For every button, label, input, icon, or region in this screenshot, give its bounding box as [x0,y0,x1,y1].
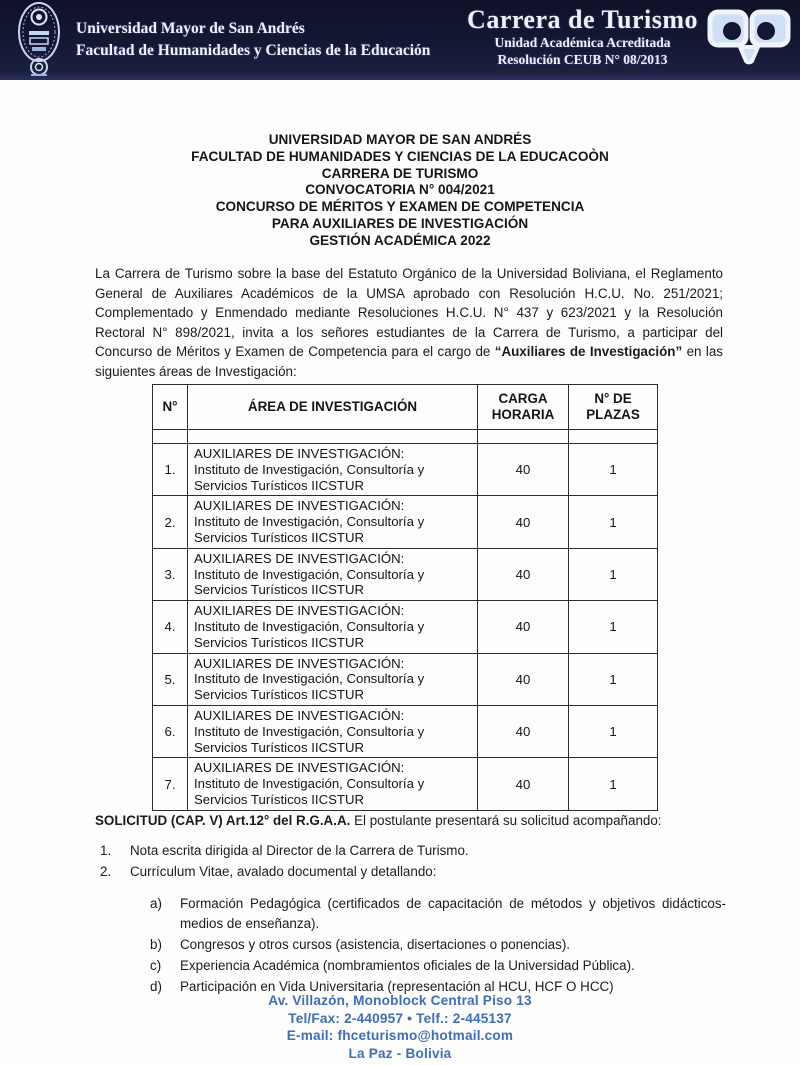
umsa-seal-icon [16,1,62,79]
table-row [153,444,658,496]
table-empty-row [153,430,658,444]
banner-carrera-title: Carrera de Turismo [467,5,698,34]
intro-bold-text: “Auxiliares de Investigación” [494,344,683,360]
banner-resolucion-label: Resolución CEUB N° 08/2013 [497,52,668,67]
sub-requirement-text: Congresos y otros cursos (asistencia, disertaciones o ponencias). [180,937,571,952]
carga-cell: 40 [478,705,569,757]
requirement-item [100,841,724,862]
area-cell: AUXILIARES DE INVESTIGACIÓN: Instituto de Investigación, Consultoría y Servicios Turísticos IICSTUR [188,601,478,653]
table-header-row [153,385,658,430]
carga-cell: 40 [478,653,569,705]
title-line: CONCURSO DE MÉRITOS Y EXAMEN DE COMPETENCIA [215,199,585,215]
sub-requirement-text: Participación en Vida Universitaria (representación al HCU, HCF O HCC) [180,979,614,994]
row-number: 5. [153,653,188,705]
carga-cell: 40 [478,601,569,653]
title-line: CONVOCATORIA N° 004/2021 [305,182,495,198]
header-banner [0,0,800,80]
plazas-cell: 1 [569,548,658,600]
row-number: 4. [153,601,188,653]
vacancies-table [152,384,658,811]
plazas-cell: 1 [569,653,658,705]
footer-phones: Tel/Fax: 2-440957 • Telf.: 2-445137 [288,1010,512,1026]
carga-cell: 40 [478,548,569,600]
col-header-number: N° [153,385,188,430]
table-row [153,705,658,757]
carga-cell: 40 [478,496,569,548]
intro-text-after: en las siguientes áreas de Investigación: [95,344,724,379]
sub-requirement-text: Experiencia Académica (nombramientos oficiales de la Universidad Pública). [180,958,635,973]
plazas-cell: 1 [569,444,658,496]
sub-requirement-marker: c) [150,958,162,973]
sub-requirements-list [150,894,726,998]
title-line: CARRERA DE TURISMO [321,165,479,181]
title-line: UNIVERSIDAD MAYOR DE SAN ANDRÉS [268,132,532,147]
title-line: GESTIÓN ACADÉMICA 2022 [309,232,491,248]
area-cell: AUXILIARES DE INVESTIGACIÓN: Instituto de Investigación, Consultoría y Servicios Turísticos IICSTUR [188,705,478,757]
plazas-cell: 1 [569,758,658,810]
document-title-block [0,132,800,250]
footer-email: E-mail: fhceturismo@hotmail.com [286,1028,514,1043]
title-line: FACULTAD DE HUMANIDADES Y CIENCIAS DE LA EDUCACOÒN [191,148,609,164]
requirements-list [100,841,724,882]
turismo-masks-logo-icon [706,7,792,71]
row-number: 2. [153,496,188,548]
plazas-cell: 1 [569,705,658,757]
col-header-carga: CARGA HORARIA [478,385,569,430]
requirement-marker: 1. [100,843,112,858]
plazas-cell: 1 [569,601,658,653]
carga-cell: 40 [478,758,569,810]
table-row [153,758,658,810]
sub-requirement-marker: b) [150,937,162,952]
footer-city: La Paz - Bolivia [348,1045,452,1061]
intro-text: La Carrera de Turismo sobre la base del Estatuto Orgánico de la Universidad Boliviana, el Reglamento General de Auxiliares Académicos de la UMSA aprobado con Resolución H.C.U. No. 251/2021; Complementado y Enmendado mediante Resoluciones H.C.U. N° 437 y 623/2021 y la Resolución Rectoral N° 898/2021, invita a los señores estudiantes de la Carrera de Turismo, a participar del Concurso de Méritos y Examen de Competencia para el cargo de [95,266,723,360]
sub-requirement-marker: a) [150,896,162,911]
row-number: 6. [153,705,188,757]
row-number: 7. [153,758,188,810]
requirement-item [100,862,724,883]
area-cell: AUXILIARES DE INVESTIGACIÓN: Instituto de Investigación, Consultoría y Servicios Turísticos IICSTUR [188,496,478,548]
row-number: 3. [153,548,188,600]
sub-requirement-text: Formación Pedagógica (certificados de capacitación de métodos y objetivos didácticos-medios de enseñanza). [180,896,726,931]
col-header-plazas: N° DE PLAZAS [569,385,658,430]
table-row [153,601,658,653]
table-row [153,653,658,705]
row-number: 1. [153,444,188,496]
table-row [153,496,658,548]
requirement-text: Nota escrita dirigida al Director de la Carrera de Turismo. [130,843,469,858]
solicitud-heading [95,812,727,830]
area-cell: AUXILIARES DE INVESTIGACIÓN: Instituto de Investigación, Consultoría y Servicios Turísticos IICSTUR [188,758,478,810]
sub-requirement-marker: d) [150,979,162,994]
area-cell: AUXILIARES DE INVESTIGACIÓN: Instituto de Investigación, Consultoría y Servicios Turísticos IICSTUR [188,444,478,496]
banner-faculty-name: Facultad de Humanidades y Ciencias de la Educación [76,42,431,59]
sub-requirement-item [150,894,726,934]
col-header-area: ÁREA DE INVESTIGACIÓN [188,385,478,430]
requirement-marker: 2. [100,863,112,879]
footer-address: Av. Villazón, Monoblock Central Piso 13 [268,993,532,1008]
table-row [153,548,658,600]
sub-requirement-item [150,956,726,976]
requirement-text: Currículum Vitae, avalado documental y detallando: [130,863,437,879]
intro-paragraph [95,264,723,382]
carga-cell: 40 [478,444,569,496]
sub-requirement-item [150,935,726,955]
solicitud-rest-text: El postulante presentará su solicitud acompañando: [350,813,662,828]
banner-unidad-label: Unidad Académica Acreditada [494,35,671,50]
banner-university-name: Universidad Mayor de San Andrés [76,20,305,37]
area-cell: AUXILIARES DE INVESTIGACIÓN: Instituto de Investigación, Consultoría y Servicios Turísticos IICSTUR [188,548,478,600]
area-cell: AUXILIARES DE INVESTIGACIÓN: Instituto de Investigación, Consultoría y Servicios Turísticos IICSTUR [188,653,478,705]
plazas-cell: 1 [569,496,658,548]
solicitud-bold-text: SOLICITUD (CAP. V) Art.12° del R.G.A.A. [95,813,351,828]
title-line: PARA AUXILIARES DE INVESTIGACIÓN [271,215,529,231]
document-footer [0,992,800,1062]
